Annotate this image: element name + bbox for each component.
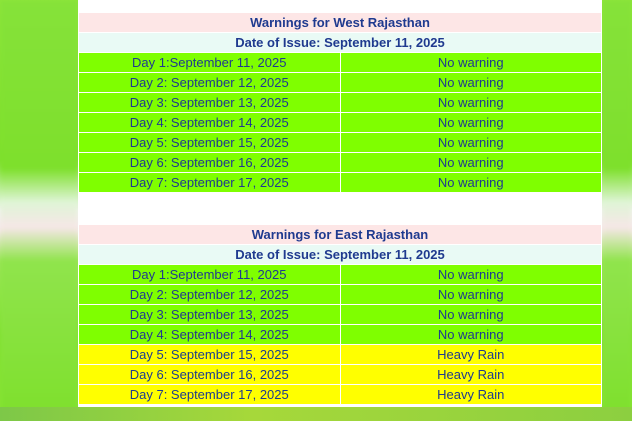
status-cell: No warning <box>340 113 602 133</box>
issue-date: Date of Issue: September 11, 2025 <box>79 245 602 265</box>
background-left <box>0 0 78 421</box>
day-cell: Day 2: September 12, 2025 <box>79 73 341 93</box>
table-row <box>79 173 602 193</box>
table-title-row <box>79 13 602 33</box>
day-cell: Day 4: September 14, 2025 <box>79 113 341 133</box>
day-cell: Day 1:September 11, 2025 <box>79 53 341 73</box>
background-right <box>602 0 632 421</box>
day-cell: Day 4: September 14, 2025 <box>79 325 341 345</box>
status-cell: No warning <box>340 305 602 325</box>
table-row <box>79 385 602 405</box>
day-cell: Day 5: September 15, 2025 <box>79 133 341 153</box>
status-cell: No warning <box>340 53 602 73</box>
status-cell: No warning <box>340 133 602 153</box>
day-cell: Day 3: September 13, 2025 <box>79 305 341 325</box>
table-title: Warnings for West Rajasthan <box>79 13 602 33</box>
status-cell: No warning <box>340 285 602 305</box>
day-cell: Day 3: September 13, 2025 <box>79 93 341 113</box>
warnings-panel <box>78 0 602 407</box>
table-row <box>79 153 602 173</box>
table-row <box>79 113 602 133</box>
table-row <box>79 93 602 113</box>
east-rajasthan-warnings-table <box>78 224 602 405</box>
day-cell: Day 7: September 17, 2025 <box>79 385 341 405</box>
issue-date-row <box>79 245 602 265</box>
table-row <box>79 345 602 365</box>
table-row <box>79 325 602 345</box>
day-cell: Day 7: September 17, 2025 <box>79 173 341 193</box>
issue-date: Date of Issue: September 11, 2025 <box>79 33 602 53</box>
day-cell: Day 2: September 12, 2025 <box>79 285 341 305</box>
table-title: Warnings for East Rajasthan <box>79 225 602 245</box>
status-cell: Heavy Rain <box>340 385 602 405</box>
status-cell: Heavy Rain <box>340 365 602 385</box>
status-cell: Heavy Rain <box>340 345 602 365</box>
table-title-row <box>79 225 602 245</box>
table-row <box>79 73 602 93</box>
status-cell: No warning <box>340 93 602 113</box>
status-cell: No warning <box>340 265 602 285</box>
day-cell: Day 6: September 16, 2025 <box>79 365 341 385</box>
table-row <box>79 133 602 153</box>
day-cell: Day 1:September 11, 2025 <box>79 265 341 285</box>
table-row <box>79 53 602 73</box>
west-rajasthan-warnings-table <box>78 12 602 193</box>
table-row <box>79 305 602 325</box>
day-cell: Day 5: September 15, 2025 <box>79 345 341 365</box>
table-row <box>79 365 602 385</box>
background-bottom <box>0 407 632 421</box>
status-cell: No warning <box>340 325 602 345</box>
day-cell: Day 6: September 16, 2025 <box>79 153 341 173</box>
status-cell: No warning <box>340 73 602 93</box>
table-row <box>79 265 602 285</box>
issue-date-row <box>79 33 602 53</box>
table-row <box>79 285 602 305</box>
table-spacer <box>78 197 602 224</box>
status-cell: No warning <box>340 173 602 193</box>
status-cell: No warning <box>340 153 602 173</box>
